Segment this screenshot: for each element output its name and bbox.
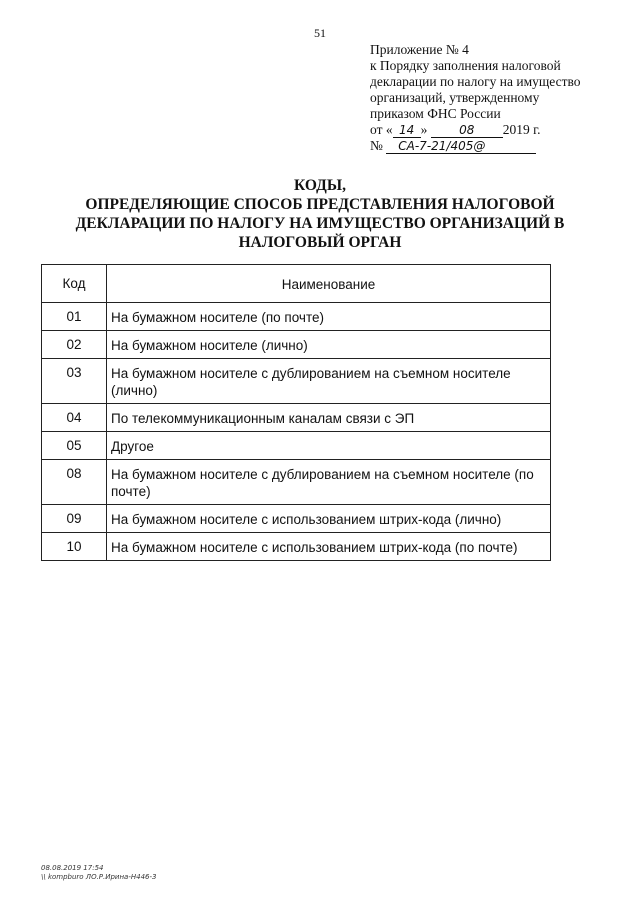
- cell-code: 10: [42, 533, 107, 561]
- date-day-handwritten: 14: [393, 124, 421, 138]
- header-code: Код: [42, 265, 107, 303]
- cell-name: На бумажном носителе с использованием штрих-кода (по почте): [107, 533, 551, 561]
- header-name: Наименование: [107, 265, 551, 303]
- table-row: [42, 359, 551, 404]
- cell-name: На бумажном носителе с использованием штрих-кода (лично): [107, 505, 551, 533]
- cell-code: 03: [42, 359, 107, 404]
- appendix-block: [370, 42, 630, 154]
- table-row: [42, 505, 551, 533]
- table-header-row: [42, 265, 551, 303]
- cell-name: На бумажном носителе с дублированием на съемном носителе (по почте): [107, 460, 551, 505]
- heading-line-3: ДЕКЛАРАЦИИ ПО НАЛОГУ НА ИМУЩЕСТВО ОРГАНИЗАЦИЙ В: [75, 215, 565, 232]
- order-number-handwritten: СА-7-21/405@: [386, 140, 536, 154]
- date-month-handwritten: 08: [431, 124, 503, 138]
- date-prefix: от «: [370, 122, 393, 137]
- appendix-line-3: декларации по налогу на имущество: [370, 74, 581, 89]
- appendix-number-line: [370, 138, 630, 154]
- cell-code: 05: [42, 432, 107, 460]
- table-row: [42, 460, 551, 505]
- footer-timestamp: 08.08.2019 17:54: [41, 864, 104, 872]
- date-mid: »: [420, 122, 428, 137]
- appendix-line-2: к Порядку заполнения налоговой: [370, 58, 561, 73]
- codes-table: [41, 264, 551, 561]
- cell-code: 08: [42, 460, 107, 505]
- cell-name: На бумажном носителе (лично): [107, 331, 551, 359]
- table-row: [42, 303, 551, 331]
- table-row: [42, 432, 551, 460]
- appendix-line-4: организаций, утвержденному: [370, 90, 540, 105]
- footer-path: \\ kompburo ЛО.Р.Ирина-Н446-3: [41, 873, 157, 881]
- appendix-date-line: [370, 122, 630, 138]
- heading-line-2: ОПРЕДЕЛЯЮЩИЕ СПОСОБ ПРЕДСТАВЛЕНИЯ НАЛОГОВОЙ: [85, 196, 555, 213]
- cell-code: 01: [42, 303, 107, 331]
- cell-name: По телекоммуникационным каналам связи с ЭП: [107, 404, 551, 432]
- date-year: 2019 г.: [502, 122, 541, 137]
- cell-name: На бумажном носителе с дублированием на съемном носителе (лично): [107, 359, 551, 404]
- table-row: [42, 404, 551, 432]
- document-heading: [40, 176, 600, 252]
- table-row: [42, 533, 551, 561]
- footer-stamp: [41, 864, 156, 882]
- cell-name: Другое: [107, 432, 551, 460]
- table-row: [42, 331, 551, 359]
- cell-code: 02: [42, 331, 107, 359]
- heading-line-4: НАЛОГОВЫЙ ОРГАН: [238, 234, 402, 251]
- page-number: 51: [314, 26, 326, 40]
- heading-line-1: КОДЫ,: [294, 177, 346, 194]
- number-prefix: №: [370, 138, 383, 153]
- cell-name: На бумажном носителе (по почте): [107, 303, 551, 331]
- appendix-line-5: приказом ФНС России: [370, 106, 501, 121]
- cell-code: 04: [42, 404, 107, 432]
- appendix-title: Приложение № 4: [370, 42, 469, 57]
- cell-code: 09: [42, 505, 107, 533]
